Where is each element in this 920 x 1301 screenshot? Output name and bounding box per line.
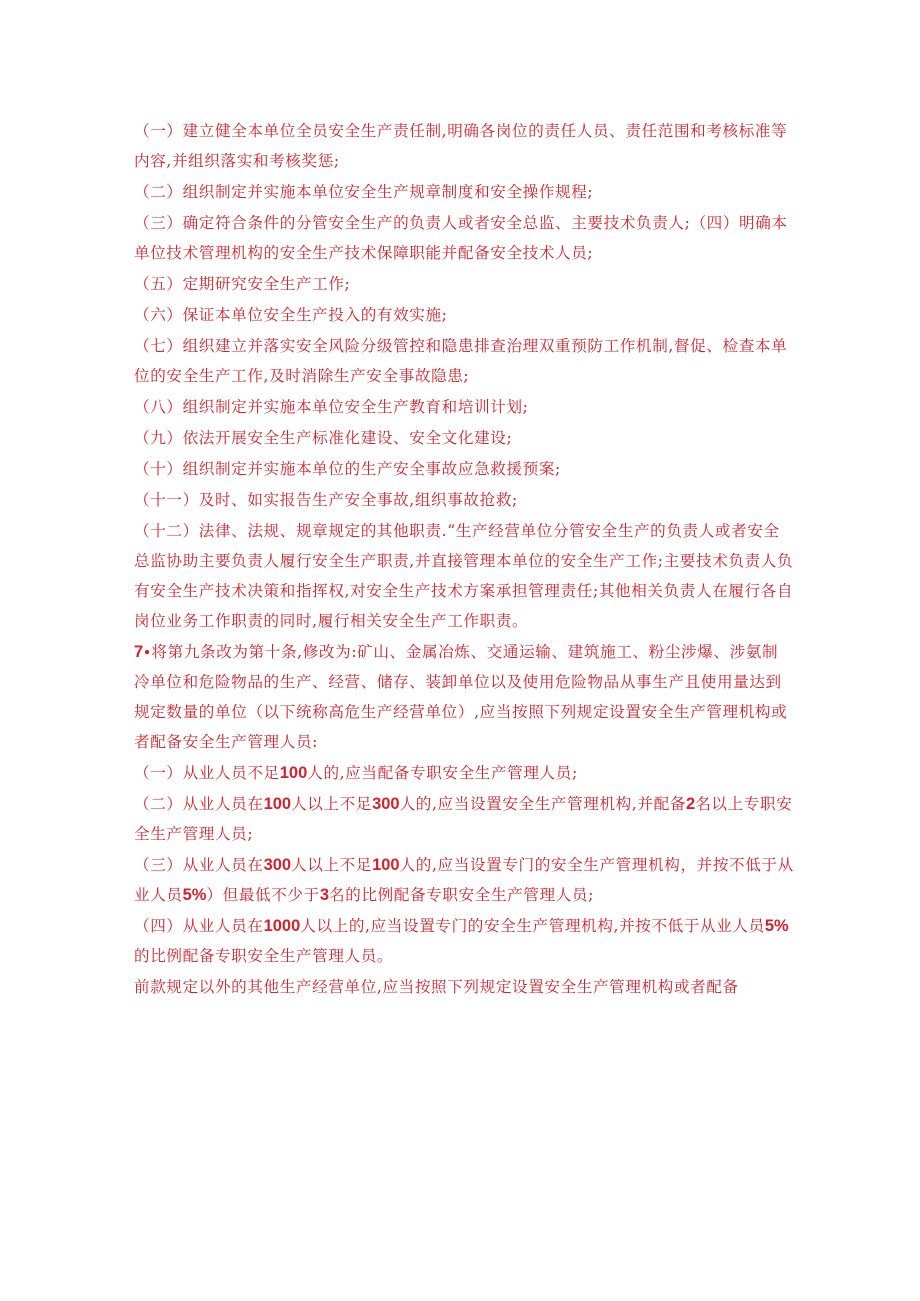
article-number: 7 bbox=[134, 643, 144, 661]
text-segment: ）但最低不少于 bbox=[206, 886, 320, 904]
staffing-item-4 bbox=[134, 911, 794, 971]
staffing-item-3 bbox=[134, 850, 794, 910]
number-value: 2 bbox=[686, 795, 696, 813]
text-segment: 人的,应当设置安全生产管理机构,并配备 bbox=[399, 795, 687, 813]
staffing-item-1 bbox=[134, 758, 794, 788]
text-segment: 人以上的,应当设置专门的安全生产管理机构,并按不低于从业人员 bbox=[300, 917, 765, 935]
number-value: 100 bbox=[279, 764, 308, 782]
closing-paragraph: 前款规定以外的其他生产经营单位,应当按照下列规定设置安全生产管理机构或者配备 bbox=[134, 978, 739, 996]
staffing-item-2 bbox=[134, 789, 794, 849]
article-amendment-paragraph bbox=[134, 637, 794, 757]
text-segment: 人以上不足 bbox=[291, 856, 373, 874]
number-value: 3 bbox=[319, 886, 329, 904]
number-value: 300 bbox=[263, 856, 292, 874]
text-segment: （二）从业人员在 bbox=[134, 795, 264, 813]
text-segment: 人的,应当设置专门的安全生产管理机构，并按不低于从业人员 bbox=[134, 856, 794, 904]
number-value: 100 bbox=[372, 856, 400, 874]
text-segment: 人的,应当配备专职安全生产管理人员; bbox=[307, 764, 578, 782]
paragraph-item-9: （九）依法开展安全生产标准化建设、安全文化建设; bbox=[134, 429, 513, 447]
paragraph-item-10: （十）组织制定并实施本单位的生产安全事故应急救援预案; bbox=[134, 460, 561, 478]
paragraph-item-7: （七）组织建立并落实安全风险分级管控和隐患排查治理双重预防工作机制,督促、检查本单位的安全生产工作,及时消除生产安全事故隐患; bbox=[134, 337, 788, 385]
paragraph-item-11: （十一）及时、如实报告生产安全事故,组织事故抢救; bbox=[134, 491, 518, 509]
paragraph-item-6: （六）保证本单位安全生产投入的有效实施; bbox=[134, 306, 448, 324]
paragraph-item-8: （八）组织制定并实施本单位安全生产教育和培训计划; bbox=[134, 398, 529, 416]
text-segment: 名的比例配备专职安全生产管理人员; bbox=[329, 886, 594, 904]
paragraph-item-2: （二）组织制定并实施本单位安全生产规章制度和安全操作规程; bbox=[134, 183, 594, 201]
text-segment: 名以上专职安全生产管理人员; bbox=[134, 795, 793, 843]
text-segment: （四）从业人员在 bbox=[134, 917, 264, 935]
article-text: ∙将第九条改为第十条,修改为:矿山、金属冶炼、交通运输、建筑施工、粉尘涉爆、涉氨制冷单位和危险物品的生产、经营、储存、装卸单位以及使用危险物品从事生产且使用量达到规定数量的单位（以下统称高危生产经营单位）,应当按照下列规定设置安全生产管理机构或者配备安全生产管理人员: bbox=[134, 643, 788, 751]
number-value: 5% bbox=[764, 917, 789, 935]
number-value: 1000 bbox=[263, 917, 301, 935]
number-value: 100 bbox=[263, 795, 292, 813]
text-segment: 人以上不足 bbox=[291, 795, 373, 813]
text-segment: （一）从业人员不足 bbox=[134, 764, 280, 782]
paragraph-item-3-4: （三）确定符合条件的分管安全生产的负责人或者安全总监、主要技术负责人;（四）明确本单位技术管理机构的安全生产技术保障职能并配备安全技术人员; bbox=[134, 214, 788, 262]
paragraph-item-1: （一）建立健全本单位全员安全生产责任制,明确各岗位的责任人员、责任范围和考核标准等内容,并组织落实和考核奖惩; bbox=[134, 122, 788, 170]
document-body bbox=[134, 116, 794, 1002]
paragraph-item-5: （五）定期研究安全生产工作; bbox=[134, 275, 351, 293]
paragraph-item-12: （十二）法律、法规、规章规定的其他职责.“生产经营单位分管安全生产的负责人或者安全总监协助主要负责人履行安全生产职责,并直接管理本单位的安全生产工作;主要技术负责人负有安全生产技术决策和指挥权,对安全生产技术方案承担管理责任;其他相关负责人在履行各自岗位业务工作职责的同时,履行相关安全生产工作职责。 bbox=[134, 522, 794, 630]
text-segment: 的比例配备专职安全生产管理人员。 bbox=[134, 947, 394, 965]
number-value: 300 bbox=[372, 795, 400, 813]
number-value: 5% bbox=[182, 886, 207, 904]
text-segment: （三）从业人员在 bbox=[134, 856, 264, 874]
